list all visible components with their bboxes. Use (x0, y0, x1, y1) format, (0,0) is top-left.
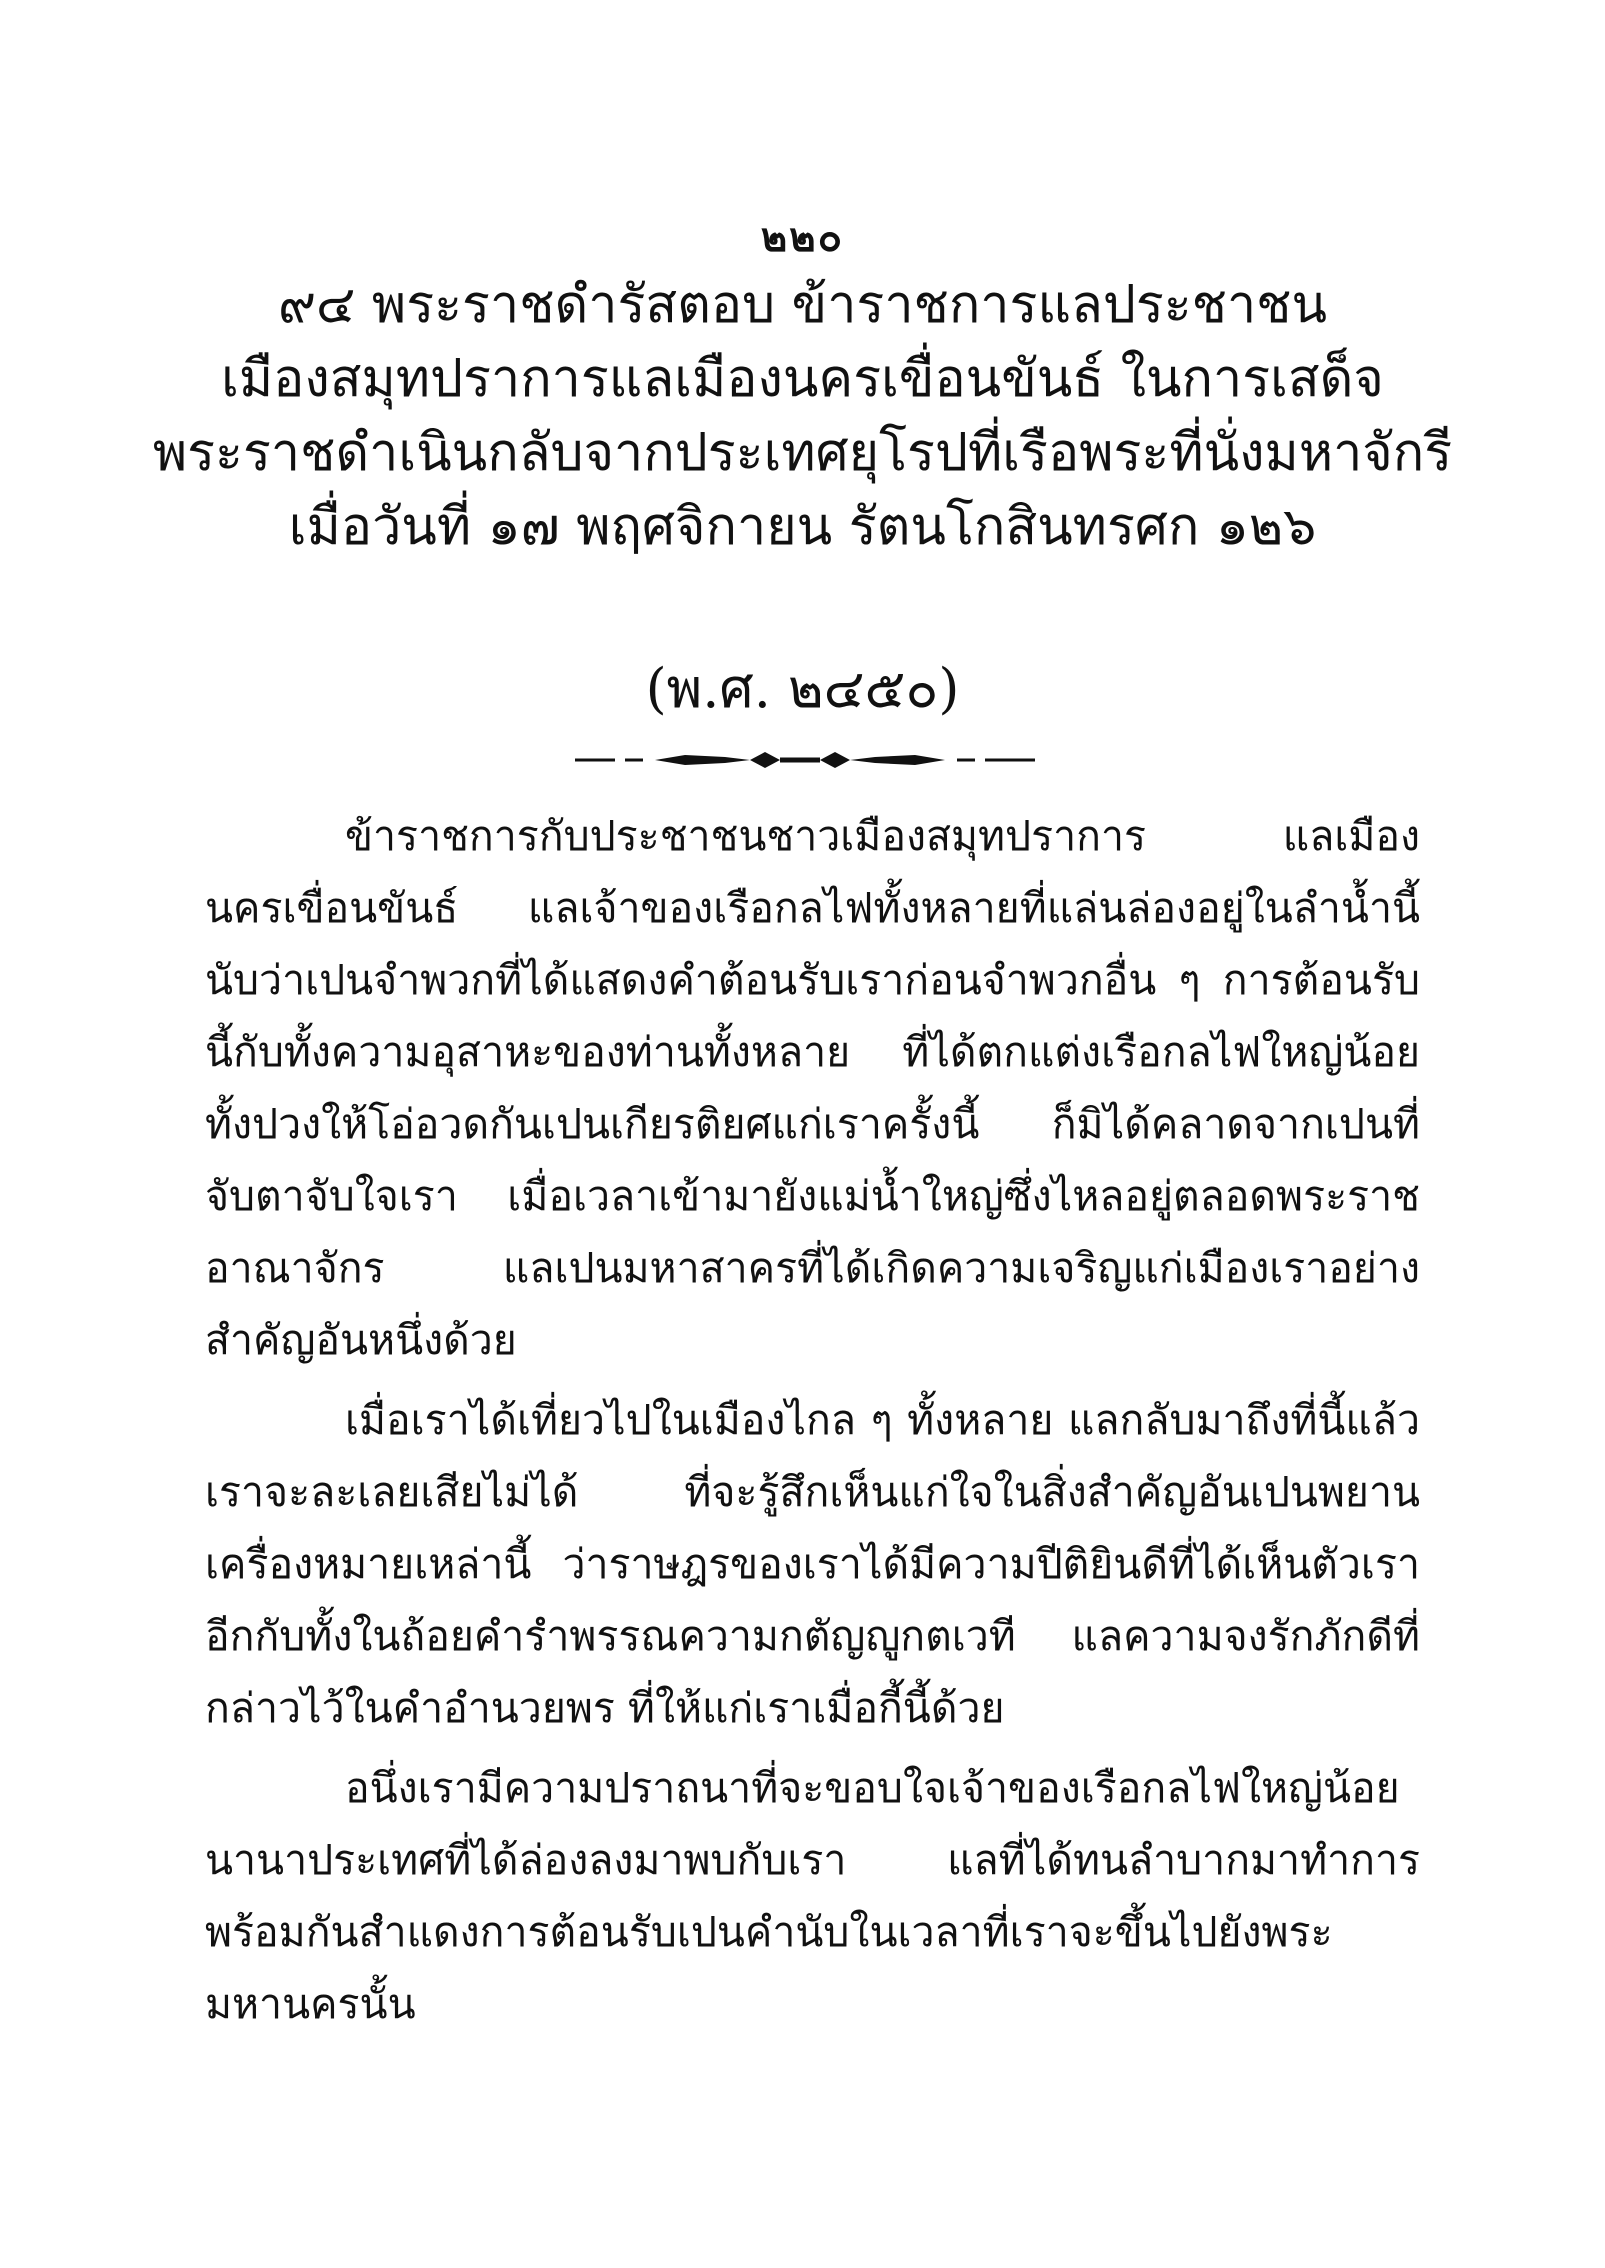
year-line: (พ.ศ. ๒๔๕๐) (645, 657, 960, 720)
page-number: ๒๒๐ (760, 214, 845, 261)
body-text (205, 800, 1420, 2048)
title-line: เมื่อวันที่ ๑๗ พฤศจิกายน รัตนโกสินทรศก ๑๒๖ (288, 497, 1317, 557)
document-title (150, 268, 1455, 564)
title-line: ๙๔ พระราชดำรัสตอบ ข้าราชการแลประชาชน (277, 275, 1328, 335)
title-line: พระราชดำเนินกลับจากประเทศยุโรปที่เรือพระที่นั่งมหาจักรี (152, 423, 1453, 483)
title-line: เมืองสมุทปราการแลเมืองนครเขื่อนขันธ์ ในการเสด็จ (221, 349, 1384, 409)
paragraph: ข้าราชการกับประชาชนชาวเมืองสมุทปราการ แลเมืองนครเขื่อนขันธ์ แลเจ้าของเรือกลไฟทั้งหลายที่แล่นล่องอยู่ในลำน้ำนี้ นับว่าเปนจำพวกที่ได้แสดงคำต้อนรับเราก่อนจำพวกอื่น ๆ การต้อนรับนี้กับทั้งความอุสาหะของท่านทั้งหลาย ที่ได้ตกแต่งเรือกลไฟใหญ่น้อยทั้งปวงให้โอ่อวดกันเปนเกียรติยศแก่เราครั้งนี้ ก็มิได้คลาดจากเปนที่จับตาจับใจเรา เมื่อเวลาเข้ามายังแม่น้ำใหญ่ซึ่งไหลอยู่ตลอดพระราชอาณาจักร แลเปนมหาสาครที่ได้เกิดความเจริญแก่เมืองเราอย่างสำคัญอันหนึ่งด้วย (205, 812, 1420, 1364)
paragraph: อนึ่งเรามีความปราถนาที่จะขอบใจเจ้าของเรือกลไฟใหญ่น้อยนานาประเทศที่ได้ล่องลงมาพบกับเรา แลที่ได้ทนลำบากมาทำการพร้อมกันสำแดงการต้อนรับเปนคำนับในเวลาที่เราจะขึ้นไปยังพระมหานครนั้น (205, 1764, 1420, 2028)
paragraph: เมื่อเราได้เที่ยวไปในเมืองไกล ๆ ทั้งหลาย แลกลับมาถึงที่นี้แล้ว เราจะละเลยเสียไม่ได้ ที่จะรู้สึกเห็นแก่ใจในสิ่งสำคัญอันเปนพยานเครื่องหมายเหล่านี้ ว่าราษฎรของเราได้มีความปีติยินดีที่ได้เห็นตัวเราอีกกับทั้งในถ้อยคำรำพรรณความกตัญญูกตเวที แลความจงรักภักดีที่กล่าวไว้ในคำอำนวยพร ที่ให้แก่เราเมื่อกี้นี้ด้วย (205, 1396, 1420, 1732)
divider-ornament (575, 748, 1035, 772)
